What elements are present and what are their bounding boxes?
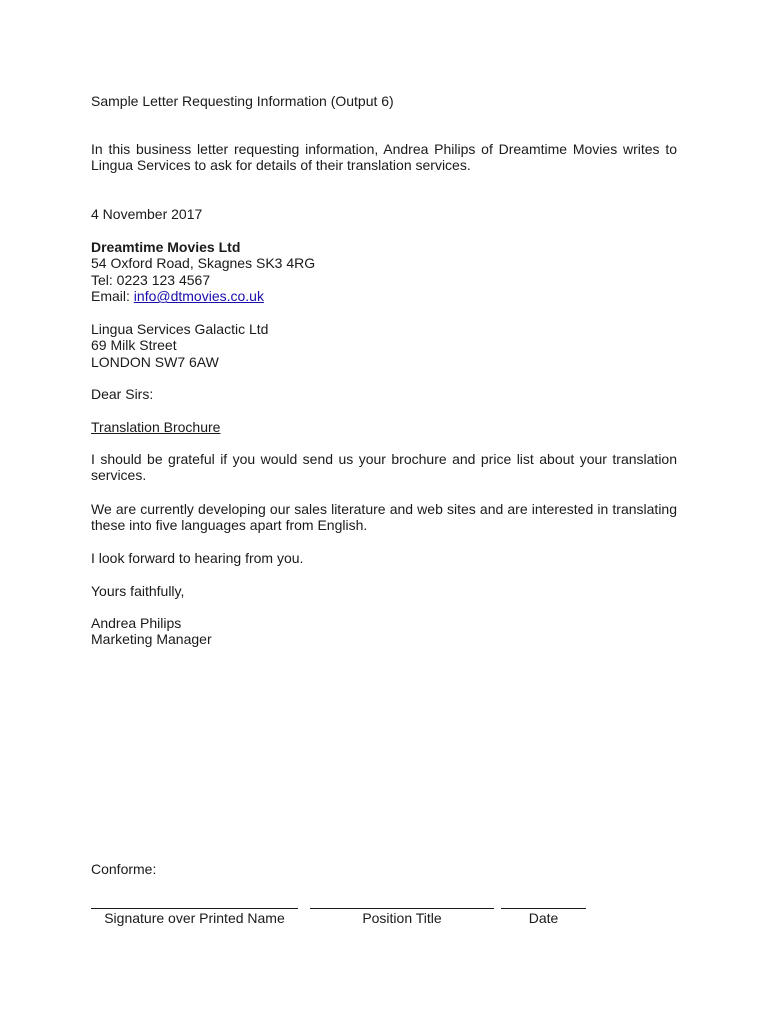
letter-page bbox=[91, 0, 677, 1024]
sender-address: 54 Oxford Road, Skagnes SK3 4RG bbox=[91, 255, 316, 272]
intro-paragraph: In this business letter requesting information, Andrea Philips of Dreamtime Movies writes to Lingua Services to ask for details of their translation services. bbox=[91, 141, 677, 174]
position-title-line bbox=[310, 908, 494, 909]
document-title: Sample Letter Requesting Information (Output 6) bbox=[91, 93, 394, 109]
date-line bbox=[501, 908, 586, 909]
signature-fields-row bbox=[91, 893, 677, 933]
body-paragraph-2: We are currently developing our sales literature and web sites and are interested in translating these into five languages apart from English. bbox=[91, 501, 677, 534]
sender-address-block bbox=[91, 239, 677, 305]
position-title-label: Position Title bbox=[362, 910, 442, 926]
signer-title: Marketing Manager bbox=[91, 631, 212, 648]
subject-text: Translation Brochure bbox=[91, 419, 221, 435]
subject-line bbox=[91, 419, 677, 435]
body-paragraph-1: I should be grateful if you would send us your brochure and price list about your translation services. bbox=[91, 451, 677, 484]
signature-field bbox=[91, 893, 298, 933]
sender-email-label: Email: bbox=[91, 288, 134, 305]
date-field bbox=[501, 893, 586, 933]
recipient-city: LONDON SW7 6AW bbox=[91, 353, 219, 370]
letter-date: 4 November 2017 bbox=[91, 206, 203, 222]
sender-company: Dreamtime Movies Ltd bbox=[91, 239, 241, 255]
recipient-street: 69 Milk Street bbox=[91, 337, 177, 354]
sender-email-link[interactable]: info@dtmovies.co.uk bbox=[133, 288, 264, 305]
signature-line bbox=[91, 908, 298, 909]
signer-name: Andrea Philips bbox=[91, 615, 182, 631]
recipient-address-block bbox=[91, 321, 677, 370]
sender-tel: Tel: 0223 123 4567 bbox=[91, 271, 211, 288]
closing: Yours faithfully, bbox=[91, 583, 185, 599]
conforme-label: Conforme: bbox=[91, 861, 157, 877]
position-title-field bbox=[310, 893, 494, 933]
sender-email-line bbox=[91, 288, 677, 304]
signature-block bbox=[91, 615, 677, 648]
recipient-company: Lingua Services Galactic Ltd bbox=[91, 321, 269, 337]
body-paragraph-3: I look forward to hearing from you. bbox=[91, 550, 304, 566]
salutation: Dear Sirs: bbox=[91, 386, 154, 402]
date-field-label: Date bbox=[528, 910, 559, 926]
signature-field-label: Signature over Printed Name bbox=[104, 910, 285, 926]
